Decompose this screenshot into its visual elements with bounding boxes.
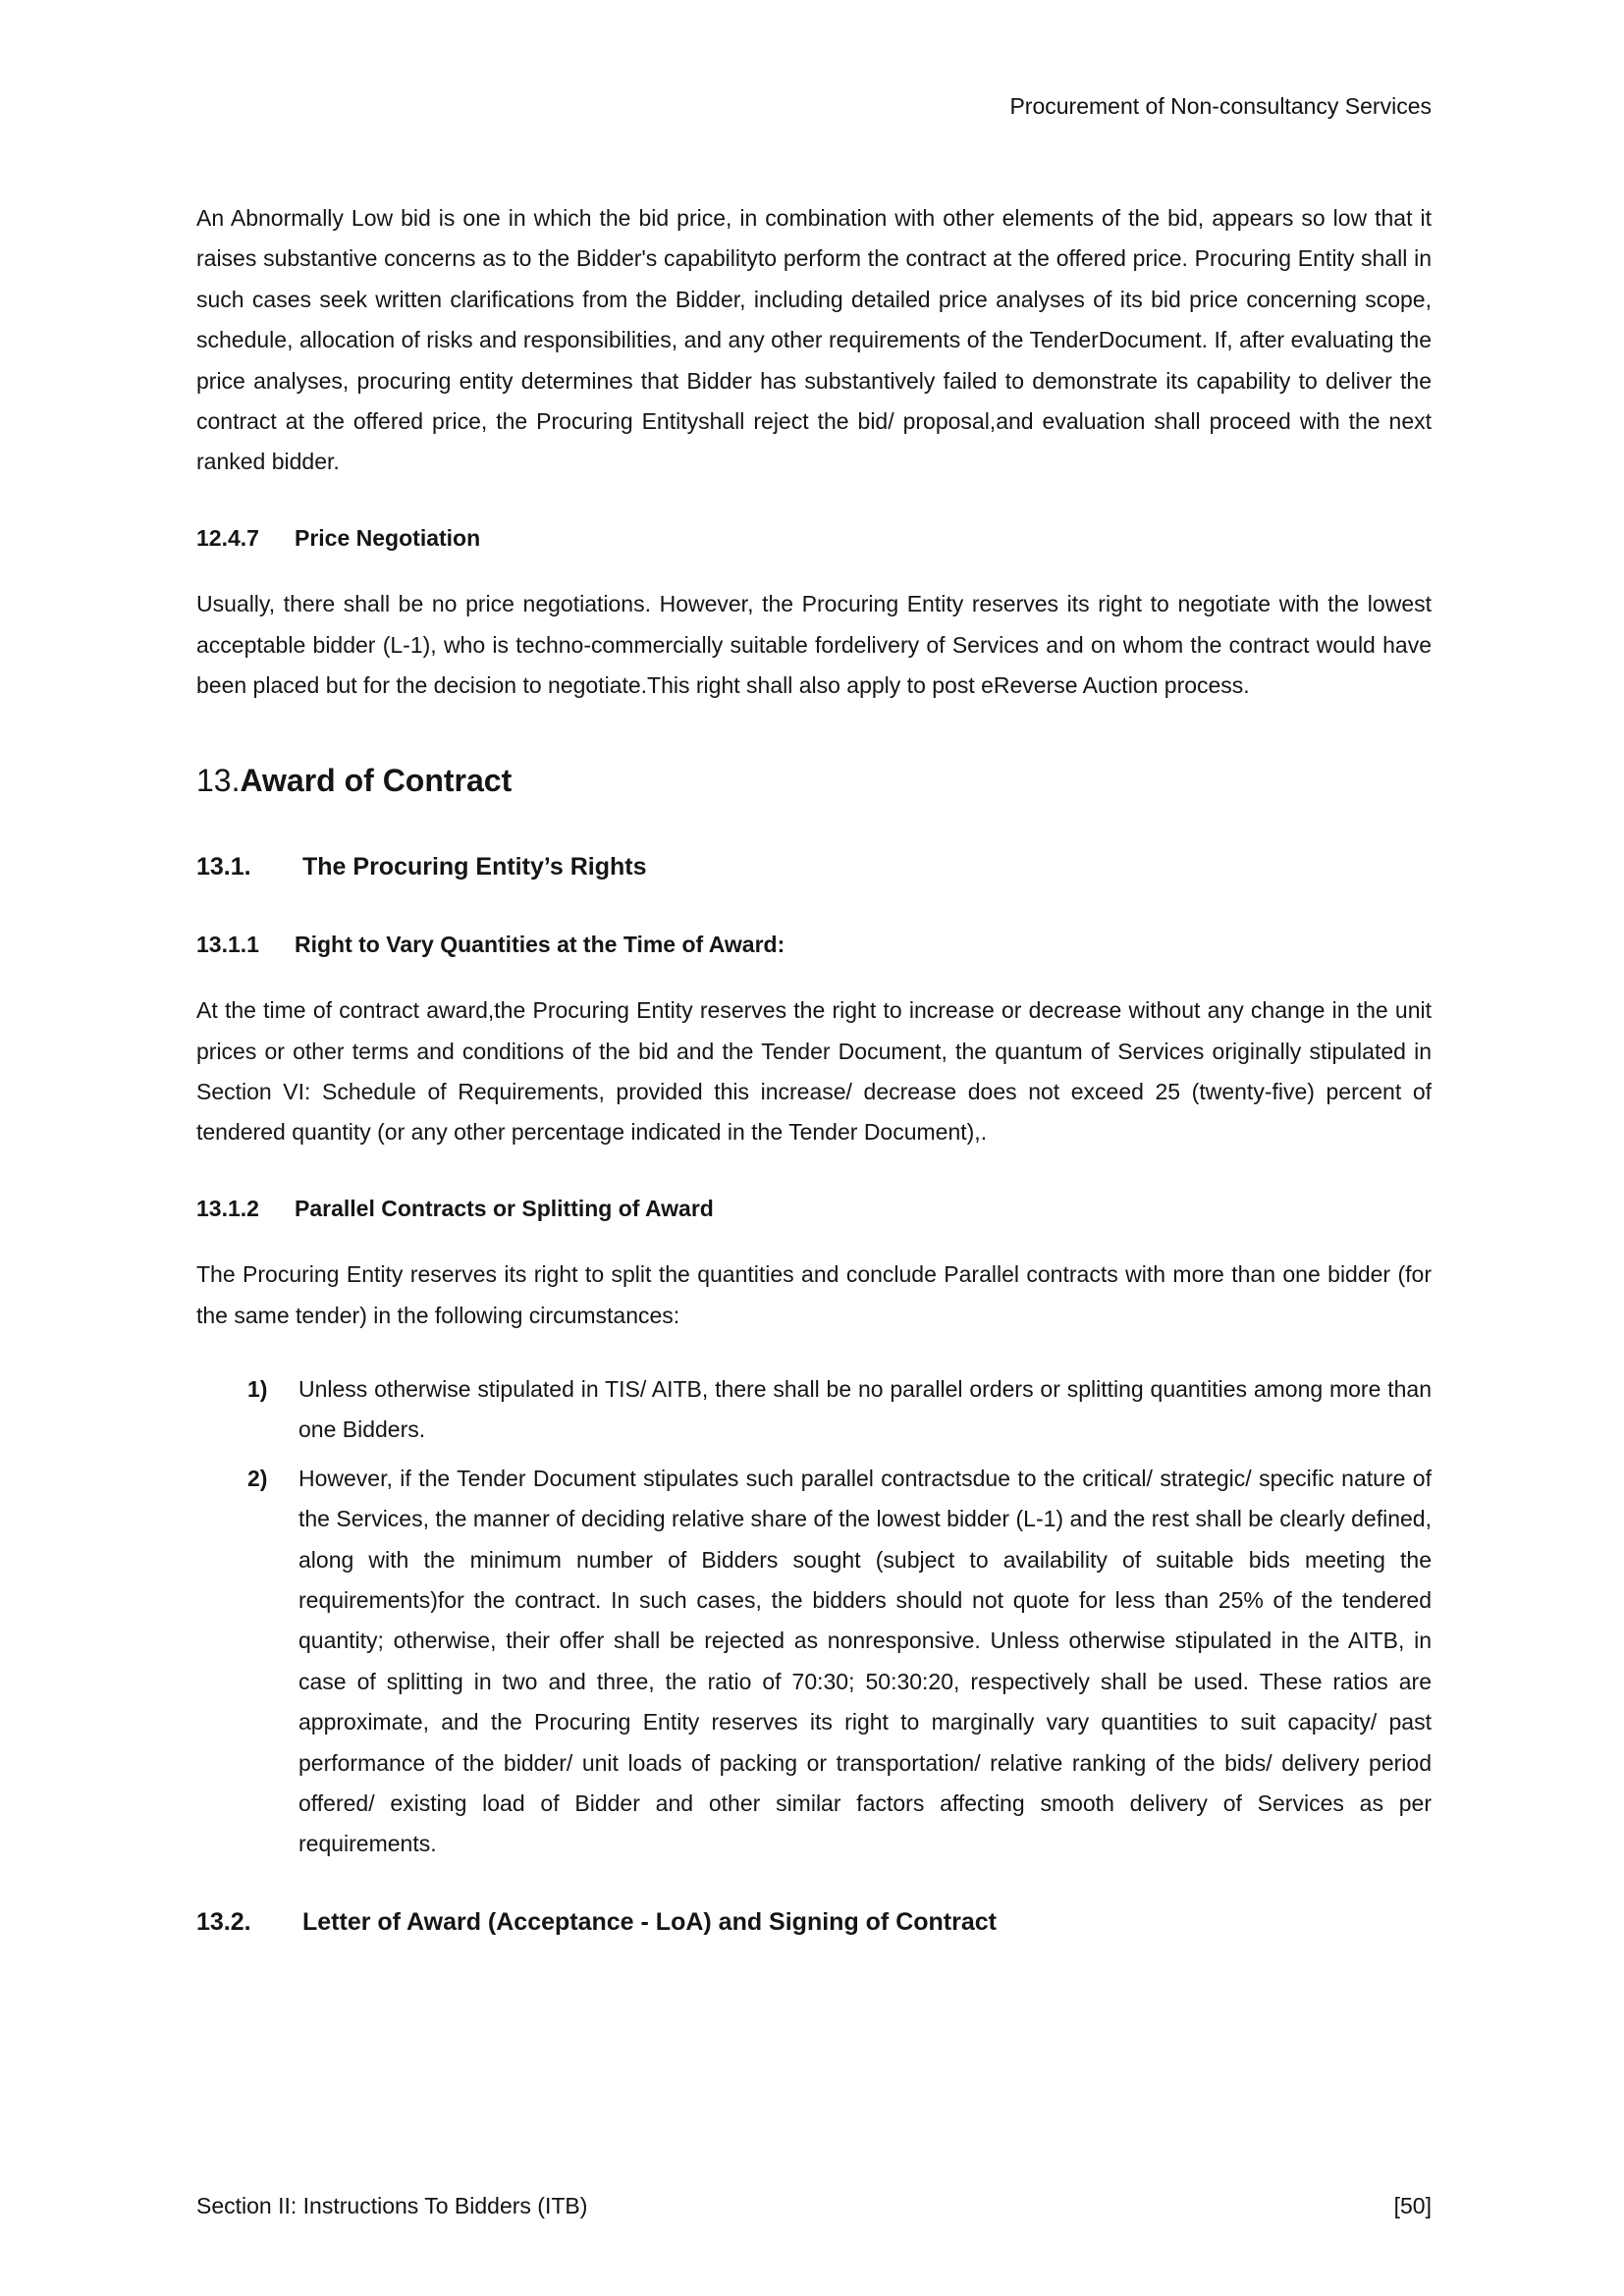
- heading-title: Parallel Contracts or Splitting of Award: [295, 1195, 714, 1221]
- list-item-number: 1): [247, 1376, 268, 1403]
- list-item: [196, 1369, 1432, 1451]
- heading-title: Right to Vary Quantities at the Time of Award:: [295, 931, 785, 957]
- heading-title: Price Negotiation: [295, 524, 481, 551]
- paragraph-vary-quantities: At the time of contract award,the Procuring Entity reserves the right to increase or decrease without any change in the unit prices or other terms and conditions of the bid and the Tender Document, the quantum of Services originally stipulated in Section VI: Schedule of Requirements, provided this increase/ decrease does not exceed 25 (twenty-five) percent of tendered quantity (or any other percentage indicated in the Tender Document),.: [196, 997, 1432, 1146]
- footer-page-number: [50]: [1393, 2193, 1432, 2218]
- heading-title: Letter of Award (Acceptance - LoA) and Signing of Contract: [302, 1907, 997, 1936]
- heading-number: 13.: [196, 763, 241, 799]
- document-body: [196, 198, 1432, 1945]
- footer-section-label: Section II: Instructions To Bidders (ITB): [196, 2193, 588, 2218]
- heading-13-1-1: [196, 925, 1432, 965]
- list-item-text: Unless otherwise stipulated in TIS/ AITB, there shall be no parallel orders or splitting quantities among more than one Bidders.: [298, 1376, 1432, 1443]
- paragraph-price-negotiation: Usually, there shall be no price negotiations. However, the Procuring Entity reserves its right to negotiate with the lowest acceptable bidder (L-1), who is techno-commercially suitable fordelivery of Services and on whom the contract would have been placed but for the decision to negotiate.This right shall also apply to post eReverse Auction process.: [196, 591, 1432, 698]
- heading-number: 13.1.1: [196, 931, 259, 957]
- paragraph-abnormally-low-bid: An Abnormally Low bid is one in which the bid price, in combination with other elements of the bid, appears so low that it raises substantive concerns as to the Bidder's capabilityto perform the contract at the offered price. Procuring Entity shall in such cases seek written clarifications from the Bidder, including detailed price analyses of its bid price concerning scope, schedule, allocation of risks and responsibilities, and any other requirements of the TenderDocument. If, after evaluating the price analyses, procuring entity determines that Bidder has substantively failed to demonstrate its capability to deliver the contract at the offered price, the Procuring Entityshall reject the bid/ proposal,and evaluation shall proceed with the next ranked bidder.: [196, 205, 1432, 475]
- list-item: [196, 1459, 1432, 1865]
- heading-13-award-of-contract: [196, 753, 1432, 810]
- list-item-text: However, if the Tender Document stipulates such parallel contractsdue to the critical/ strategic/ specific nature of the Services, the manner of deciding relative share of the lowest bidder (L-1) and the rest shall be clearly defined, along with the minimum number of Bidders sought (subject to availability of suitable bids meeting the requirements)for the contract. In such cases, the bidders should not quote for less than 25% of the tendered quantity; otherwise, their offer shall be rejected as nonresponsive. Unless otherwise stipulated in the AITB, in case of splitting in two and three, the ratio of 70:30; 50:30:20, respectively shall be used. These ratios are approximate, and the Procuring Entity reserves its right to marginally vary quantities to suit capacity/ past performance of the bidder/ unit loads of packing or transportation/ relative ranking of the bids/ delivery period offered/ existing load of Bidder and other similar factors affecting smooth delivery of Services as per requirements.: [298, 1465, 1432, 1857]
- heading-title: Award of Contract: [240, 763, 513, 799]
- heading-number: 13.1.: [196, 852, 251, 881]
- heading-number: 12.4.7: [196, 524, 259, 551]
- heading-title: The Procuring Entity’s Rights: [302, 852, 647, 881]
- list-item-number: 2): [247, 1465, 268, 1491]
- heading-12-4-7: [196, 518, 1432, 559]
- heading-13-2: [196, 1900, 1432, 1945]
- heading-number: 13.2.: [196, 1907, 251, 1936]
- heading-13-1-2: [196, 1189, 1432, 1229]
- heading-number: 13.1.2: [196, 1195, 259, 1221]
- heading-13-1: [196, 845, 1432, 889]
- page-header-title: Procurement of Non-consultancy Services: [1009, 93, 1432, 119]
- numbered-list: [196, 1369, 1432, 1865]
- page-footer: [196, 2193, 1432, 2219]
- paragraph-parallel-contracts-intro: The Procuring Entity reserves its right to split the quantities and conclude Parallel contracts with more than one bidder (for the same tender) in the following circumstances:: [196, 1261, 1432, 1328]
